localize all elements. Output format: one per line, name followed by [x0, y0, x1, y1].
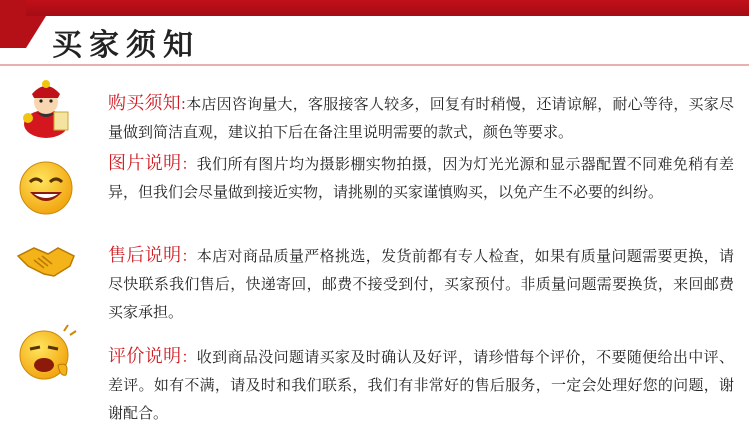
- page-title: 买家须知: [52, 28, 200, 63]
- purchase-notice-label: 购买须知: [108, 93, 181, 114]
- title-divider: [0, 64, 749, 66]
- handshake-icon: [14, 228, 78, 292]
- after-sales-notice-text: 售后说明：本店对商品质量严格挑选，发货前都有专人检查，如果有质量问题需要更换，请尽快联系我们售后，快递寄回，邮费不接受到付，买家预付。非质量问题需要换货，来回邮费买家承担。: [108, 245, 734, 321]
- purchase-notice-text: 购买须知:本店因咨询量大，客服接客人较多，回复有时稍慢，还请谅解，耐心等待，买家尽量做到简洁直观，建议拍下后在备注里说明需要的款式，颜色等要求。: [108, 93, 735, 141]
- laughing-face-icon: [14, 321, 78, 385]
- review-notice-label: 评价说明: [108, 346, 182, 367]
- banner-tab-decoration: [0, 0, 26, 48]
- picture-notice-text: 图片说明：我们所有图片均为摄影棚实物拍摄，因为灯光光源和显示器配置不同难免稍有差异，但我们会尽量做到接近实物，请挑剔的买家谨慎购买，以免产生不必要的纠纷。: [108, 153, 734, 201]
- after-sales-notice-label: 售后说明: [108, 245, 182, 266]
- review-notice-text: 评价说明：收到商品没问题请买家及时确认及好评，请珍惜每个评价，不要随便给出中评、差评。如有不满，请及时和我们联系，我们有非常好的售后服务，一定会处理好您的问题，谢谢配合。: [108, 346, 734, 422]
- picture-notice-label: 图片说明: [108, 153, 182, 174]
- fortune-god-icon: [14, 76, 78, 140]
- smiley-face-icon: [14, 156, 78, 220]
- top-banner: [0, 0, 749, 16]
